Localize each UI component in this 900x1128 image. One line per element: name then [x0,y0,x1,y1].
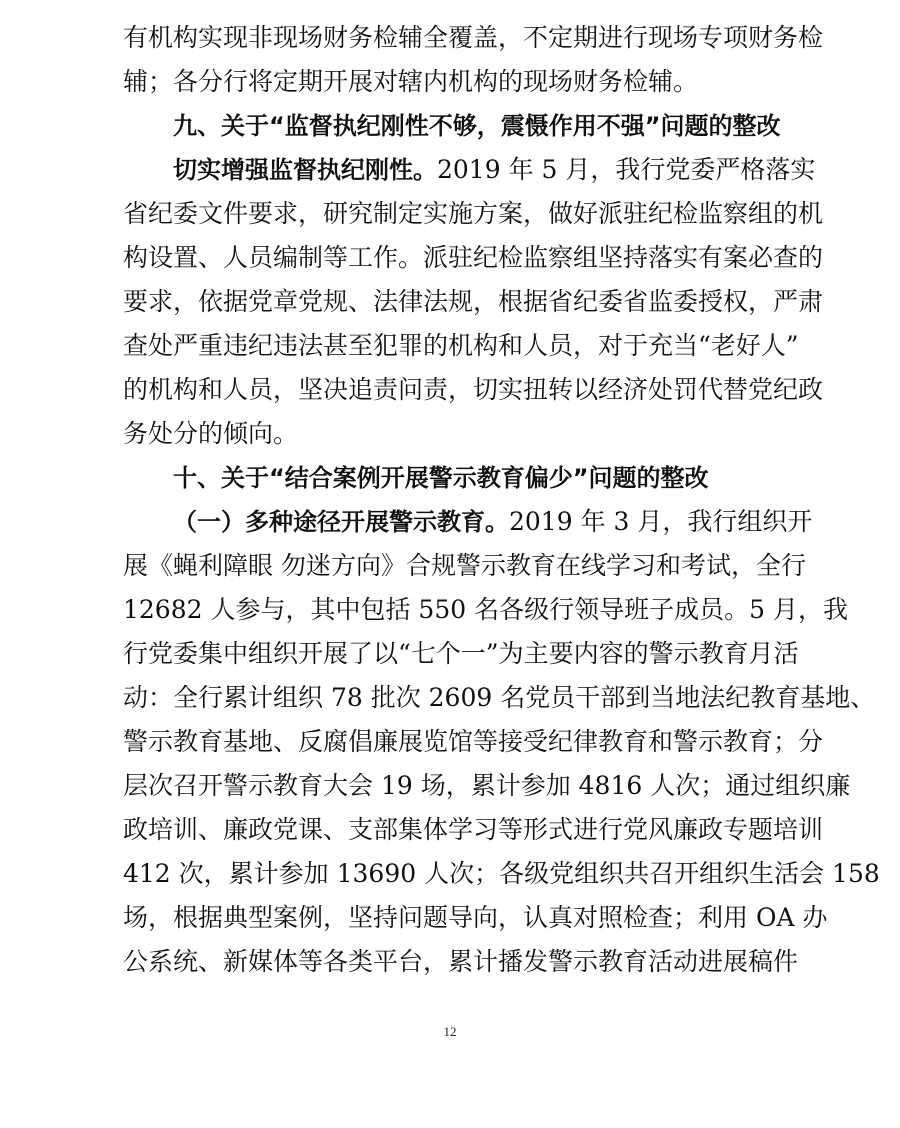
paragraph-line: 务处分的倾向。 [123,419,299,448]
paragraph-lead: （一）多种途径开展警示教育。 [173,508,509,536]
paragraph-line: 构设置、人员编制等工作。派驻纪检监察组坚持落实有案必查的 [123,243,824,272]
paragraph-text: 2019 年 5 月，我行党委严格落实 [437,155,816,184]
paragraph-line: 场，根据典型案例，坚持问题导向，认真对照检查；利用 OA 办 [123,903,828,932]
paragraph-text: 2019 年 3 月，我行组织开 [509,507,813,536]
paragraph-line: 12682 人参与，其中包括 550 名各级行领导班子成员。5 月，我 [123,595,848,624]
paragraph-line: 辅；各分行将定期开展对辖内机构的现场财务检辅。 [123,67,699,96]
paragraph-line: 查处严重违纪违法甚至犯罪的机构和人员，对于充当“老好人” [123,331,799,360]
page-number: 12 [443,1024,457,1039]
section-heading-10: 十、关于“结合案例开展警示教育偏少”问题的整改 [173,464,709,492]
document-body [123,16,880,984]
paragraph-line: 展《蝇利障眼 勿迷方向》合规警示教育在线学习和考试，全行 [123,551,806,580]
paragraph-line: 行党委集中组织开展了以“七个一”为主要内容的警示教育月活 [123,639,799,668]
paragraph-line: 政培训、廉政党课、支部集体学习等形式进行党风廉政专题培训 [123,815,824,844]
paragraph-line: 的机构和人员，坚决追责问责，切实扭转以经济处罚代替党纪政 [123,375,824,404]
paragraph-line: 省纪委文件要求，研究制定实施方案，做好派驻纪检监察组的机 [123,199,824,228]
paragraph-line: 有机构实现非现场财务检辅全覆盖，不定期进行现场专项财务检 [123,23,824,52]
paragraph-line: 412 次，累计参加 13690 人次；各级党组织共召开组织生活会 158 [123,859,880,888]
paragraph-line: 动：全行累计组织 78 批次 2609 名党员干部到当地法纪教育基地、 [123,683,876,712]
paragraph-line: 警示教育基地、反腐倡廉展览馆等接受纪律教育和警示教育；分 [123,727,824,756]
paragraph-line [123,148,816,192]
paragraph-line: 公系统、新媒体等各类平台，累计播发警示教育活动进展稿件 [123,947,799,976]
paragraph-line: 要求，依据党章党规、法律法规，根据省纪委省监委授权，严肃 [123,287,824,316]
paragraph-line: 层次召开警示教育大会 19 场，累计参加 4816 人次；通过组织廉 [123,771,851,800]
paragraph-lead: 切实增强监督执纪刚性。 [173,156,437,184]
section-heading-9: 九、关于“监督执纪刚性不够，震慑作用不强”问题的整改 [173,112,781,140]
paragraph-line [123,500,813,544]
